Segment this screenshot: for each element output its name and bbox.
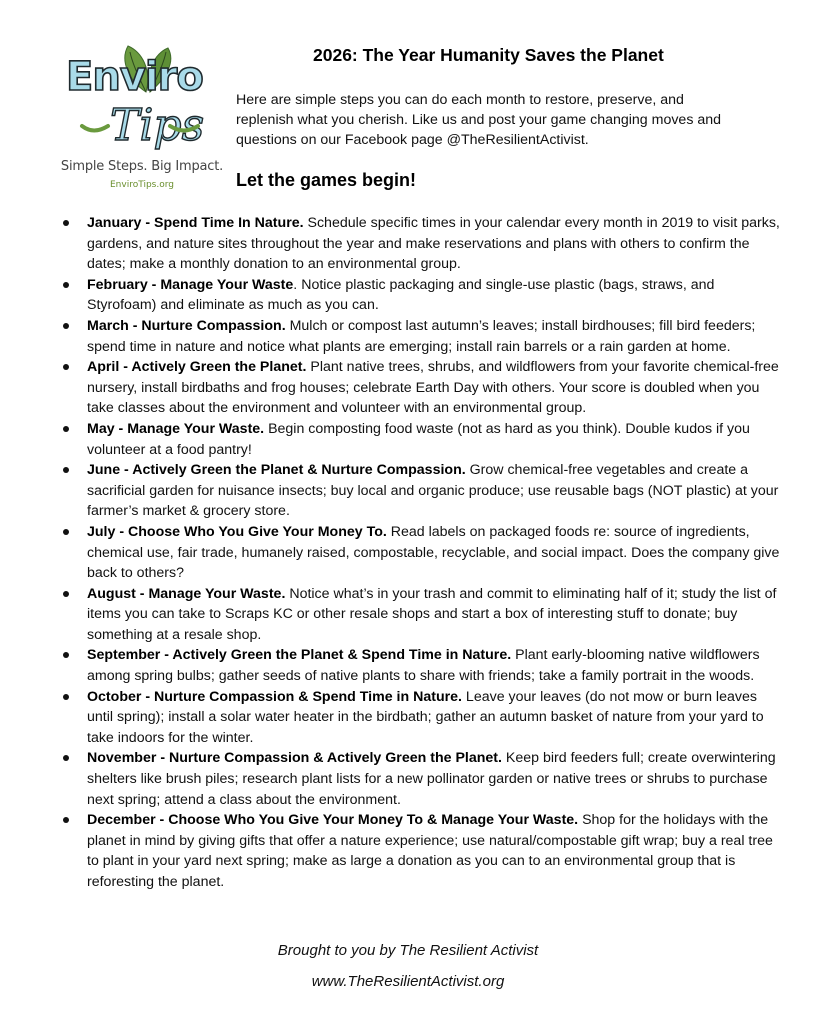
month-text: Plant native trees, shrubs, and wildflowers from your favorite chemical-free nursery, install birdbaths and frog houses; celebrate Earth Day with others. Your score is doubled when you take classes about the environment and volunteer with an environmental group.	[87, 359, 779, 417]
page-title: 2026: The Year Humanity Saves the Planet	[313, 45, 664, 65]
month-heading: December - Choose Who You Give Your Money To & Manage Your Waste.	[87, 812, 579, 829]
list-item-august	[87, 584, 781, 646]
month-heading: October - Nurture Compassion & Spend Time in Nature.	[87, 688, 462, 705]
bullet-icon	[63, 694, 69, 700]
month-heading: May - Manage Your Waste.	[87, 420, 265, 437]
month-heading: January - Spend Time In Nature	[87, 215, 300, 231]
month-heading: February - Manage Your Waste	[87, 276, 294, 293]
logo-text-enviro: Enviro	[66, 54, 203, 100]
footer-credit: Brought to you by The Resilient Activist	[277, 942, 539, 959]
bullet-icon	[63, 755, 69, 761]
month-text: Notice plastic packaging and single-use plastic (bags, straws, and Styrofoam) and eliminate as much as you can.	[87, 276, 715, 314]
footer-url[interactable]: www.TheResilientActivist.org	[311, 973, 505, 990]
month-heading: September - Actively Green the Planet & Spend Time in Nature.	[87, 647, 512, 664]
month-text: Grow chemical-free vegetables and create a sacrificial garden for nuisance insects; buy local and organic produce; use reusable bags (NOT plastic) at your farmer’s market & grocery store.	[87, 462, 779, 520]
list-item-january	[87, 213, 781, 275]
subheading: Let the games begin!	[236, 170, 417, 190]
bullet-icon	[63, 529, 69, 535]
list-item-october	[87, 687, 781, 749]
month-text: Keep bird feeders full; create overwintering shelters like brush piles; research plant lists for a new pollinator garden or native trees or shrubs to purchase next spring; attend a class about the environment.	[87, 750, 776, 808]
month-text: Schedule specific times in your calendar every month in 2019 to visit parks, gardens, and nature sites throughout the year and make reservations and plans with others to confirm the dates; make a monthly donation to an environmental group.	[87, 215, 780, 273]
month-text: Notice what’s in your trash and commit to eliminating half of it; study the list of items you can take to Scraps KC or other resale shops and start a box of interesting stuff to donate; buy something at a resale shop.	[87, 585, 777, 643]
list-item-july	[87, 522, 781, 584]
bullet-icon	[63, 282, 69, 288]
bullet-icon	[63, 364, 69, 370]
month-text: Read labels on packaged foods re: source of ingredients, chemical use, fair trade, humanely raised, compostable, recyclable, and social impact. Does the company give back to others?	[87, 523, 780, 582]
month-text: Begin composting food waste (not as hard as you think). Double kudos if you volunteer at a food pantry!	[87, 420, 750, 458]
logo-graphic	[58, 40, 228, 160]
bullet-icon	[63, 220, 69, 226]
month-text: Leave your leaves (do not mow or burn leaves until spring); install a solar water heater in the birdbath; gather an autumn basket of nature from your yard to take indoors for the winter.	[87, 688, 764, 746]
list-item-september	[87, 645, 781, 686]
month-heading: July - Choose Who You Give Your Money To.	[87, 523, 387, 540]
month-heading: August - Manage Your Waste.	[87, 585, 286, 602]
list-item-november	[87, 748, 781, 810]
bullet-icon	[63, 323, 69, 329]
month-heading: November - Nurture Compassion & Actively Green the Planet.	[87, 750, 502, 767]
logo-text-tips: Tips	[110, 100, 205, 151]
month-text: Plant early-blooming native wildflowers among spring bulbs; gather seeds of native plants to share with friends; take a family portrait in the woods.	[87, 647, 760, 685]
bullet-icon	[63, 652, 69, 658]
list-item-june	[87, 460, 781, 522]
month-text: Shop for the holidays with the planet in mind by giving gifts that offer a nature experience; use natural/compostable gift wrap; buy a real tree to plant in your yard next spring; make as large a donation as you can to an environmental group that is reforesting the planet.	[87, 812, 773, 890]
logo-tagline: Simple Steps. Big Impact.	[60, 159, 224, 174]
list-item-april	[87, 357, 781, 419]
bullet-icon	[63, 426, 69, 432]
heading-punct: .	[293, 276, 298, 293]
list-item-december	[87, 810, 781, 892]
intro-paragraph: Here are simple steps you can do each month to restore, preserve, and replenish what you cherish. Like us and post your game changing moves and questions on our Facebook page @TheResilientActivist.	[236, 92, 722, 148]
month-text: Mulch or compost last autumn’s leaves; install birdhouses; fill bird feeders; spend time in nature and notice what plants are emerging; install rain barrels or a rain garden at home.	[87, 317, 756, 355]
month-heading: June - Actively Green the Planet & Nurture Compassion.	[87, 462, 466, 479]
list-item-march	[87, 316, 781, 357]
list-item-may	[87, 419, 781, 460]
month-heading: April - Actively Green the Planet.	[87, 359, 307, 376]
month-heading: March - Nurture Compassion.	[87, 317, 286, 334]
swoosh-left-icon	[82, 126, 108, 131]
logo-website: EnviroTips.org	[110, 180, 174, 190]
bullet-icon	[63, 591, 69, 597]
bullet-icon	[63, 467, 69, 473]
bullet-icon	[63, 817, 69, 823]
list-item-february	[87, 275, 781, 316]
heading-punct: .	[299, 215, 304, 231]
monthly-steps-list	[87, 213, 781, 893]
